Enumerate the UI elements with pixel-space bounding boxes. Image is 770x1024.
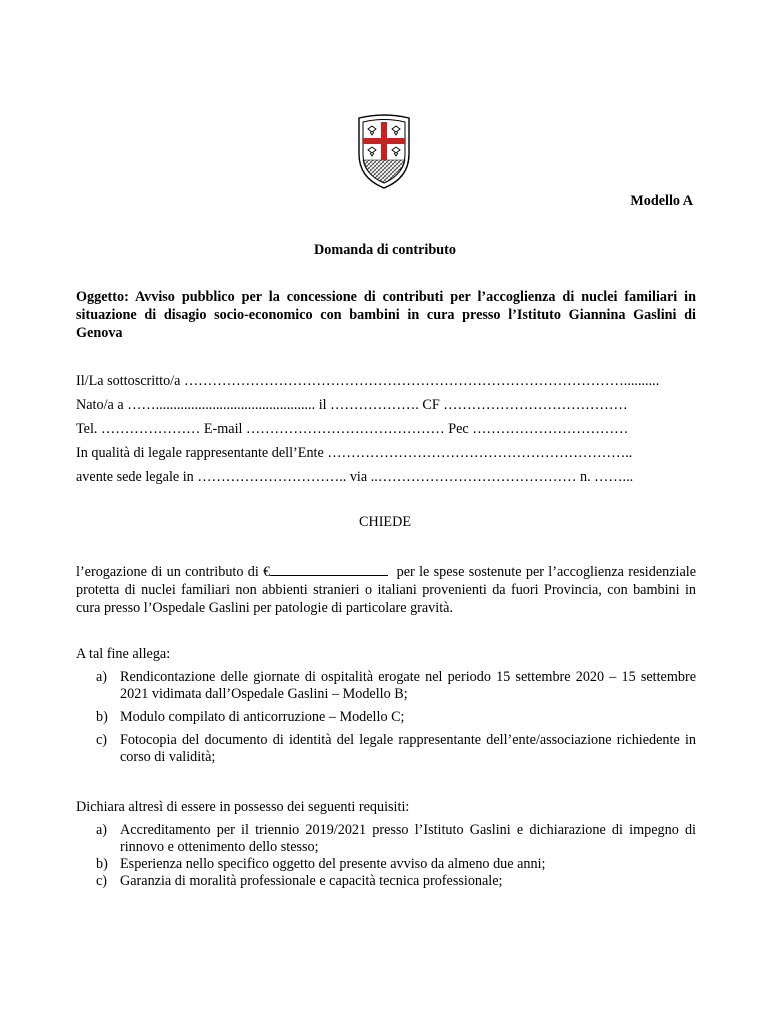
list-item — [96, 732, 696, 766]
field-legal-address: avente sede legale in ………………………….. via ..…………………………………… n. ……... — [76, 469, 634, 485]
list-item — [96, 873, 696, 890]
list-item-text: Esperienza nello specifico oggetto del presente avviso da almeno due anni; — [120, 856, 546, 872]
list-item — [96, 669, 696, 703]
requirements-list — [96, 822, 696, 890]
request-text-start: l’erogazione di un contributo di € — [76, 564, 271, 580]
list-item-text: Modulo compilato di anticorruzione – Modello C; — [120, 709, 405, 725]
field-contacts: Tel. ………………… E-mail …………………………………… Pec …………………………… — [76, 421, 629, 437]
list-marker: c) — [96, 873, 108, 889]
list-marker: a) — [96, 669, 108, 685]
request-paragraph — [76, 563, 696, 617]
field-representative: In qualità di legale rappresentante dell’Ente ……………………………………………………….. — [76, 445, 633, 461]
list-item — [96, 709, 696, 726]
list-item-text: Fotocopia del documento di identità del legale rappresentante dell’ente/associazione richiedente in corso di validità; — [120, 732, 696, 765]
list-marker: a) — [96, 822, 108, 838]
list-marker: b) — [96, 856, 108, 872]
request-heading: CHIEDE — [358, 514, 411, 530]
liguria-coat-of-arms-icon — [351, 114, 417, 190]
list-item — [96, 822, 696, 856]
list-marker: b) — [96, 709, 108, 725]
model-label: Modello A — [630, 193, 693, 209]
list-item-text: Accreditamento per il triennio 2019/2021 presso l’Istituto Gaslini e dichiarazione di impegno di rinnovo e ottenimento dello stesso; — [120, 822, 696, 855]
list-marker: c) — [96, 732, 108, 748]
amount-blank — [270, 563, 388, 576]
subject-paragraph: Oggetto: Avviso pubblico per la concessione di contributi per l’accoglienza di nuclei familiari in situazione di disagio socio-economico con bambini in cura presso l’Istituto Giannina Gaslini di Genova — [76, 289, 696, 341]
attachments-intro: A tal fine allega: — [76, 646, 171, 662]
requirements-intro: Dichiara altresì di essere in possesso dei seguenti requisiti: — [76, 799, 410, 815]
list-item — [96, 856, 696, 873]
attachments-list — [96, 669, 696, 766]
request-text-end: per le spese sostenute per l’accoglienza residenziale protetta di nuclei familiari non abbienti stranieri o italiani provenienti da fuori Provincia, con bambini in cura presso l’Ospedale Gaslini per patologie di particolare gravità. — [76, 564, 696, 616]
field-birth-cf: Nato/a a ……............................................. il ………………. CF ………………………………… — [76, 397, 628, 413]
document-title: Domanda di contributo — [314, 242, 456, 258]
list-item-text: Rendicontazione delle giornate di ospitalità erogate nel periodo 15 settembre 2020 – 15 settembre 2021 vidimata dall’Ospedale Gaslini – Modello B; — [120, 669, 696, 702]
list-item-text: Garanzia di moralità professionale e capacità tecnica professionale; — [120, 873, 503, 889]
field-signatory: Il/La sottoscritto/a ………………………………………………………………………………….......... — [76, 373, 660, 389]
